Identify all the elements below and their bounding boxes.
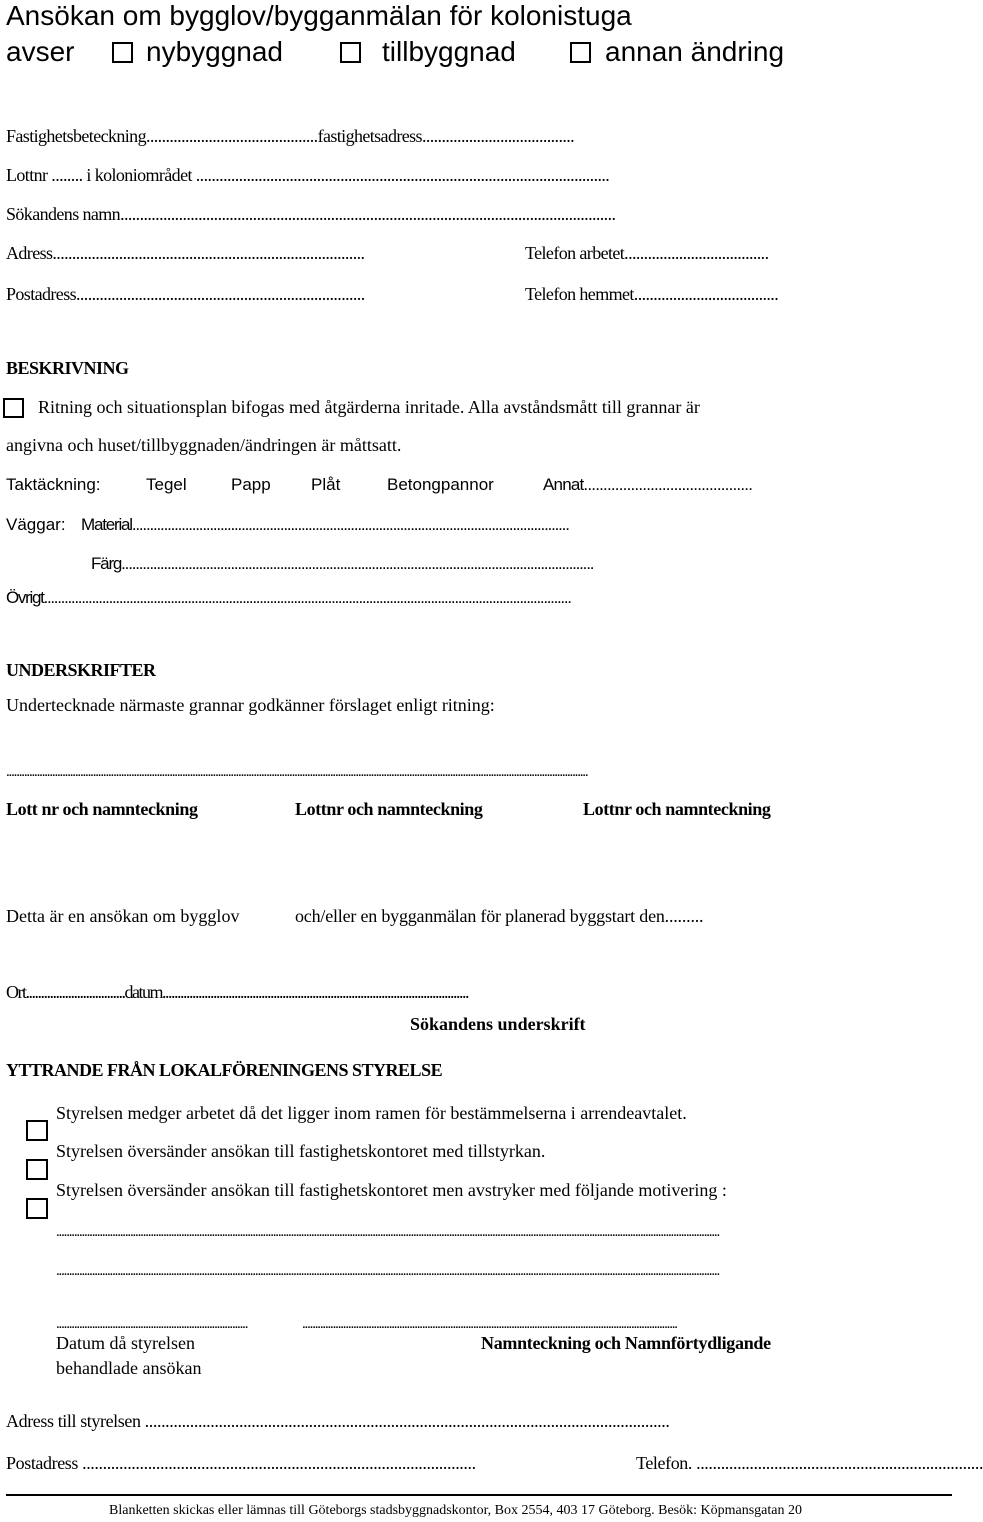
nybyggnad-label: nybyggnad [146, 36, 284, 67]
adress-field[interactable]: Adress................................................................................ [6, 243, 365, 263]
telefon-styrelsen-field[interactable]: Telefon. ...................................................................... [636, 1453, 983, 1473]
footer-divider [6, 1494, 952, 1496]
page-title: Ansökan om bygglov/bygganmälan för kolonistuga [6, 0, 632, 31]
tillstyrkan-checkbox[interactable] [26, 1159, 48, 1180]
medger-checkbox[interactable] [26, 1120, 48, 1141]
vaggar-label: Väggar: [6, 515, 66, 534]
yttrande-option-2: Styrelsen översänder ansökan till fastighetskontoret med tillstyrkan. [56, 1141, 546, 1161]
bygganmalan-text[interactable]: och/eller en bygganmälan för planerad byggstart den......... [295, 906, 704, 926]
taktackning-label: Taktäckning: [6, 475, 101, 494]
yttrande-option-1: Styrelsen medger arbetet då det ligger inom ramen för bestämmelserna i arrendeavtalet. [56, 1103, 687, 1123]
ritning-checkbox[interactable] [3, 398, 24, 418]
sokandens-namn-field[interactable]: Sökandens namn............................................................................................................................... [6, 204, 616, 224]
telefon-hemmet-field[interactable]: Telefon hemmet..................................... [525, 284, 779, 304]
underskrifter-intro: Undertecknade närmaste grannar godkänner förslaget enligt ritning: [6, 695, 495, 715]
tillbyggnad-label: tillbyggnad [382, 36, 516, 67]
tillbyggnad-checkbox[interactable] [340, 42, 361, 63]
motivering-line-1[interactable]: .................................................................................................................................................................................................................................................................... [56, 1224, 720, 1240]
avstryker-checkbox[interactable] [26, 1198, 48, 1219]
ort-datum-field[interactable]: Ort.................................datum...................................................................................................... [6, 982, 468, 1002]
taktackning-plat[interactable]: Plåt [311, 475, 341, 494]
signature-label-2: Lottnr och namnteckning [295, 799, 483, 819]
ovrigt-field[interactable]: Övrigt.......................................................................................................................................................... [6, 588, 571, 607]
farg-field[interactable]: Färg...................................................................................................................................... [91, 554, 594, 573]
adress-styrelsen-field[interactable]: Adress till styrelsen ................................................................................................................................ [6, 1411, 670, 1431]
namnteckning-label: Namnteckning och Namnförtydligande [481, 1333, 771, 1353]
nybyggnad-checkbox[interactable] [112, 42, 133, 63]
beskrivning-heading: BESKRIVNING [6, 358, 129, 378]
datum-styrelsen-line[interactable]: ........................................................................... [56, 1316, 248, 1332]
taktackning-annat[interactable]: Annat........................................... [543, 475, 753, 494]
postadress-field[interactable]: Postadress.......................................................................... [6, 284, 365, 304]
motivering-line-2[interactable]: .................................................................................................................................................................................................................................................................... [56, 1263, 720, 1279]
ansokan-bygglov-text: Detta är en ansökan om bygglov [6, 906, 240, 926]
annan-andring-checkbox[interactable] [570, 42, 591, 63]
lottnr-field[interactable]: Lottnr ........ i koloniområdet .......................................................................................................... [6, 165, 610, 185]
datum-styrelsen-label-2: behandlade ansökan [56, 1358, 202, 1378]
yttrande-option-3: Styrelsen översänder ansökan till fastighetskontoret men avstryker med följande motivering : [56, 1180, 727, 1200]
signature-label-1: Lott nr och namnteckning [6, 799, 198, 819]
signature-label-3: Lottnr och namnteckning [583, 799, 771, 819]
footer-text: Blanketten skickas eller lämnas till Göteborgs stadsbyggnadskontor, Box 2554, 403 17 Göteborg. Besök: Köpmansgatan 20 [109, 1503, 802, 1518]
taktackning-papp[interactable]: Papp [231, 475, 271, 494]
taktackning-tegel[interactable]: Tegel [146, 475, 187, 494]
taktackning-betongpannor[interactable]: Betongpannor [387, 475, 494, 494]
underskrifter-heading: UNDERSKRIFTER [6, 660, 156, 680]
avser-label: avser [6, 36, 75, 67]
yttrande-heading: YTTRANDE FRÅN LOKALFÖRENINGENS STYRELSE [6, 1060, 443, 1080]
fastighetsbeteckning-field[interactable]: Fastighetsbeteckning............................................fastighetsadress....................................... [6, 126, 575, 146]
material-field[interactable]: Material............................................................................................................................ [81, 515, 569, 534]
datum-styrelsen-label-1: Datum då styrelsen [56, 1333, 195, 1353]
grannar-signature-line[interactable]: .................................................................................................................................................................................................................................... [6, 764, 588, 780]
telefon-arbetet-field[interactable]: Telefon arbetet..................................... [525, 243, 769, 263]
postadress-styrelsen-field[interactable]: Postadress ................................................................................................ [6, 1453, 476, 1473]
ritning-text: Ritning och situationsplan bifogas med åtgärderna inritade. Alla avståndsmått till grannar är [38, 397, 700, 417]
namnteckning-line[interactable]: ................................................................................................................................................... [302, 1316, 677, 1332]
ritning-continuation: angivna och huset/tillbyggnaden/ändringen är måttsatt. [6, 435, 402, 455]
sokandens-underskrift-label: Sökandens underskrift [410, 1014, 586, 1034]
annan-andring-label: annan ändring [605, 36, 785, 67]
